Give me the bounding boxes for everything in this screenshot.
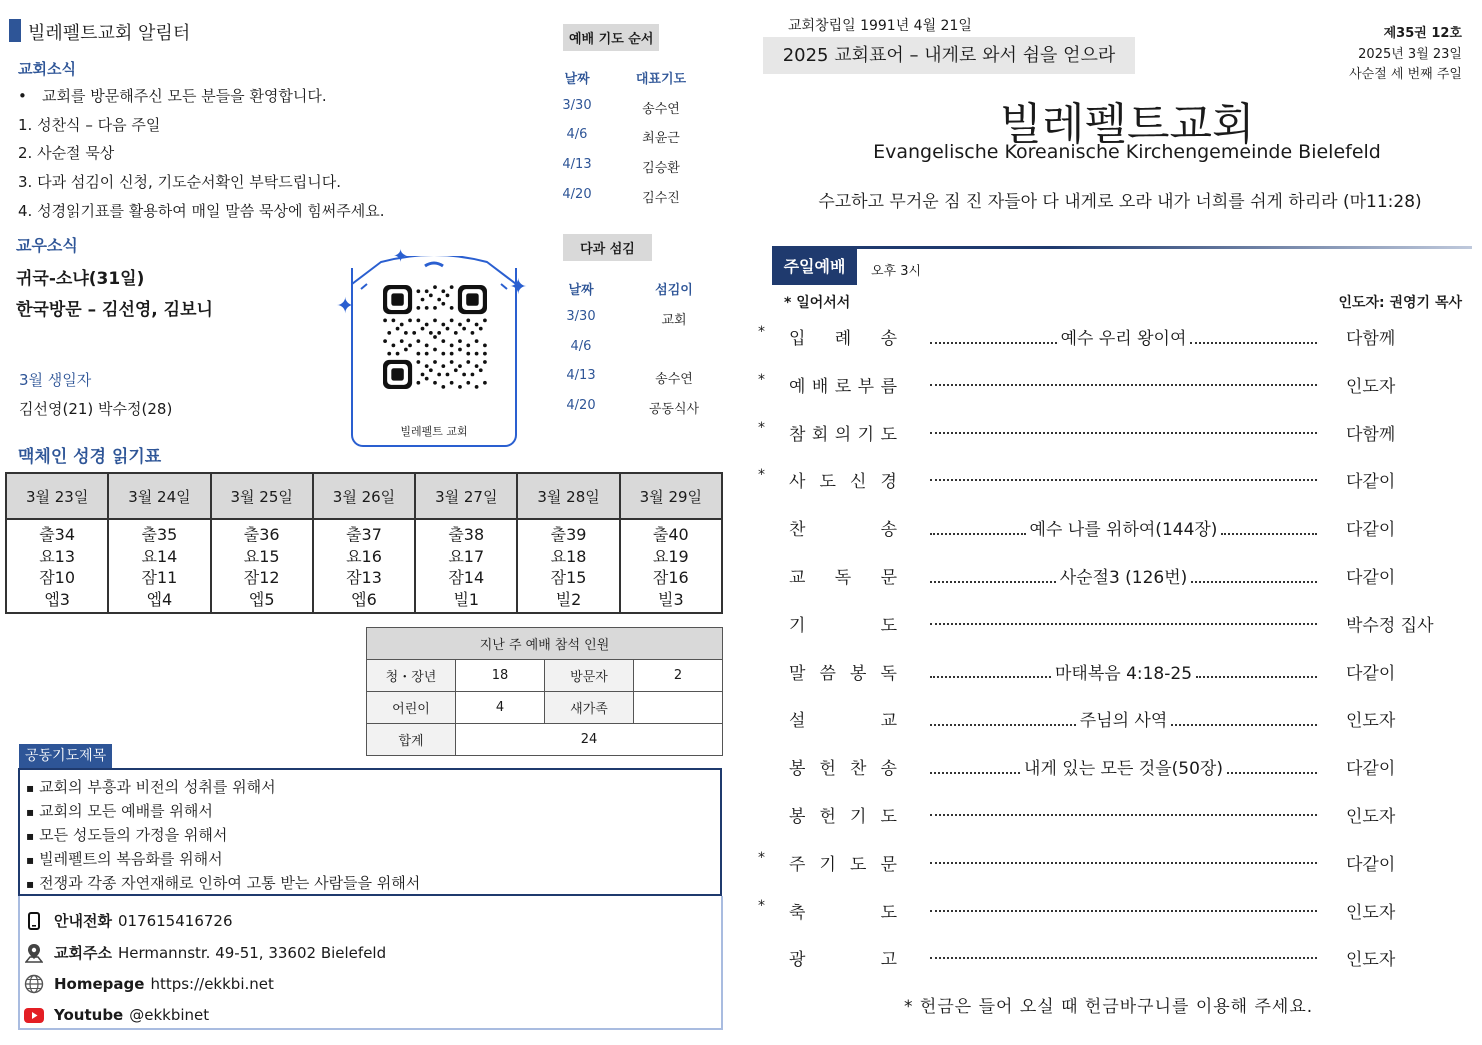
prayer-order-date: 4/20 bbox=[562, 187, 592, 202]
snack-col-name: 섬김이 bbox=[655, 283, 693, 298]
snack-name: 송수연 bbox=[655, 372, 693, 387]
worship-person: 다함께 bbox=[1346, 329, 1396, 349]
prayer-topic: ▪ 교회의 모든 예배를 위해서 bbox=[26, 800, 720, 824]
contact-value[interactable]: 017615416726 bbox=[117, 911, 233, 930]
worship-person: 다같이 bbox=[1346, 568, 1396, 588]
standing-marker: * bbox=[758, 897, 765, 914]
worship-content bbox=[926, 945, 1321, 959]
worship-content-text: 사순절3 (126번) bbox=[1059, 568, 1188, 588]
worship-item: 주 기 도 문 bbox=[789, 854, 897, 875]
worship-person: 인도자 bbox=[1346, 902, 1396, 923]
worship-item: 예 배 로 부 름 bbox=[789, 376, 897, 397]
snack-name: 공동식사 bbox=[648, 402, 700, 417]
contact-address bbox=[24, 942, 386, 963]
attendance-table bbox=[366, 627, 723, 756]
worship-content-text: 예수 우리 왕이여 bbox=[1060, 329, 1187, 349]
contact-homepage bbox=[24, 974, 274, 994]
location-pin-icon bbox=[24, 943, 44, 963]
welcome-text: 교회를 방문해주신 모든 분들을 환영합니다. bbox=[42, 87, 327, 105]
worship-person: 다같이 bbox=[1346, 759, 1396, 780]
homepage-link[interactable]: https://ekkbi.net bbox=[150, 975, 274, 993]
worship-person: 다같이 bbox=[1346, 663, 1396, 684]
church-motto: 2025 교회표어 – 내게로 와서 쉼을 얻으라 bbox=[763, 37, 1135, 74]
attendance-label: 새가족 bbox=[545, 692, 634, 724]
worship-item: 참 회 의 기 도 bbox=[789, 424, 897, 445]
worship-content bbox=[926, 324, 1321, 349]
contact-youtube bbox=[24, 1005, 209, 1025]
prayer-order-date: 3/30 bbox=[562, 98, 592, 113]
worship-row bbox=[758, 898, 1468, 928]
snack-date: 4/13 bbox=[566, 368, 596, 383]
sparkle-icon: ✦ bbox=[336, 294, 355, 319]
prayer-order-col-name: 대표기도 bbox=[635, 72, 687, 87]
reading-day: 3월 27일 bbox=[415, 473, 517, 519]
contact-value: Hermannstr. 49-51, 33602 Bielefeld bbox=[117, 943, 387, 962]
reading-heading: 맥체인 성경 읽기표 bbox=[18, 447, 162, 467]
youtube-icon bbox=[24, 1005, 44, 1025]
snack-tag: 다과 섬김 bbox=[563, 234, 652, 261]
reading-day: 3월 23일 bbox=[6, 473, 108, 519]
reading-day: 3월 26일 bbox=[313, 473, 415, 519]
phone-icon bbox=[24, 911, 44, 931]
reading-table bbox=[5, 472, 723, 614]
issue-date: 2025년 3월 23일 bbox=[1358, 47, 1462, 62]
reading-passages-row bbox=[6, 519, 722, 613]
church-news-heading: 교회소식 bbox=[18, 60, 76, 78]
worship-item: 설 교 bbox=[789, 711, 897, 732]
church-name-german: Evangelische Koreanische Kirchengemeinde Bielefeld bbox=[873, 141, 1381, 163]
worship-row bbox=[758, 515, 1468, 545]
contact-label: 안내전화 bbox=[54, 912, 112, 930]
prayer-order-tag: 예배 기도 순서 bbox=[563, 24, 659, 51]
attendance-title: 지난 주 예배 참석 인원 bbox=[367, 628, 723, 660]
worship-person: 다같이 bbox=[1346, 854, 1396, 875]
worship-person: 인도자 bbox=[1346, 711, 1396, 732]
prayer-topic: ▪ 빌레펠트의 복음화를 위해서 bbox=[26, 848, 720, 872]
prayer-topic: ▪ 교회의 부흥과 비전의 성취를 위해서 bbox=[26, 776, 720, 800]
attendance-label: 청・장년 bbox=[367, 660, 456, 692]
reading-cell: 출37 요16 잠13 엡6 bbox=[313, 519, 415, 613]
worship-item: 교 독 문 bbox=[789, 568, 897, 588]
worship-content-text: 예수 나를 위하여(144장) bbox=[1029, 520, 1218, 541]
bible-verse: 수고하고 무거운 짐 진 자들아 다 내게로 오라 내가 너희를 쉬게 하리라 (마11:28) bbox=[818, 192, 1422, 212]
prayer-topic: ▪ 전쟁과 각종 자연재해로 인하여 고통 받는 사람들을 위해서 bbox=[26, 872, 720, 896]
reading-cell: 출38 요17 잠14 빌1 bbox=[415, 519, 517, 613]
title-accent-bar bbox=[9, 19, 21, 42]
church-name: 빌레펠트교회 bbox=[999, 99, 1255, 150]
sparkle-icon: ✦ bbox=[393, 246, 409, 267]
stand-note: * 일어서서 bbox=[784, 295, 851, 311]
birthday-heading: 3월 생일자 bbox=[19, 371, 92, 389]
worship-person: 인도자 bbox=[1346, 376, 1396, 397]
issue-volume: 제35권 12호 bbox=[1383, 26, 1462, 41]
standing-marker: * bbox=[758, 419, 765, 436]
service-leader: 인도자: 권영기 목사 bbox=[1338, 295, 1462, 311]
worship-item: 말 씀 봉 독 bbox=[789, 663, 897, 684]
church-news-item: 4. 성경읽기표를 활용하여 매일 말씀 묵상에 힘써주세요. bbox=[18, 202, 385, 220]
reading-day: 3월 28일 bbox=[517, 473, 619, 519]
worship-content-text: 내게 있는 모든 것을(50장) bbox=[1024, 759, 1223, 780]
worship-item: 봉 헌 찬 송 bbox=[789, 759, 897, 780]
attendance-value: 2 bbox=[634, 660, 723, 692]
members-news-line: 한국방문 – 김선영, 김보니 bbox=[16, 300, 213, 320]
worship-person: 다같이 bbox=[1346, 520, 1396, 541]
snack-col-date: 날짜 bbox=[568, 283, 594, 298]
worship-row bbox=[758, 802, 1468, 832]
worship-row bbox=[758, 659, 1468, 689]
prayer-topic: ▪ 모든 성도들의 가정을 위해서 bbox=[26, 824, 720, 848]
worship-row bbox=[758, 372, 1468, 402]
worship-content bbox=[926, 659, 1321, 684]
attendance-label: 합계 bbox=[367, 724, 456, 756]
service-divider bbox=[772, 246, 1472, 249]
contact-label: Homepage bbox=[54, 975, 145, 993]
contact-label: 교회주소 bbox=[54, 944, 112, 962]
worship-row bbox=[758, 850, 1468, 880]
attendance-label: 방문자 bbox=[545, 660, 634, 692]
worship-person: 인도자 bbox=[1346, 807, 1396, 827]
prayer-order-col-date: 날짜 bbox=[564, 72, 590, 87]
youtube-handle[interactable]: @ekkbinet bbox=[129, 1006, 210, 1024]
worship-content bbox=[926, 563, 1321, 588]
members-news-heading: 교우소식 bbox=[16, 236, 78, 255]
reading-day: 3월 29일 bbox=[620, 473, 722, 519]
prayer-order-name: 송수연 bbox=[642, 102, 680, 117]
reading-day: 3월 24일 bbox=[108, 473, 210, 519]
worship-item: 사 도 신 경 bbox=[789, 472, 897, 493]
worship-content bbox=[926, 467, 1321, 481]
worship-content bbox=[926, 420, 1321, 434]
church-news-welcome bbox=[18, 85, 327, 106]
qr-label: 빌레펠트 교회 bbox=[400, 425, 468, 438]
contact-label: Youtube bbox=[54, 1006, 124, 1024]
founding-date: 교회창립일 1991년 4월 21일 bbox=[788, 18, 972, 34]
snack-date: 3/30 bbox=[566, 309, 596, 324]
worship-content-text: 마태복음 4:18-25 bbox=[1054, 663, 1193, 684]
church-news-item: 3. 다과 섬김이 신청, 기도순서확인 부탁드립니다. bbox=[18, 173, 341, 191]
worship-item: 기 도 bbox=[789, 615, 897, 636]
worship-row bbox=[758, 420, 1468, 450]
worship-content bbox=[926, 706, 1321, 731]
worship-item: 입 례 송 bbox=[789, 329, 897, 349]
prayer-order-name: 김수진 bbox=[642, 191, 680, 206]
prayer-order-name: 최윤근 bbox=[642, 131, 680, 146]
reading-day: 3월 25일 bbox=[211, 473, 313, 519]
reading-cell: 출35 요14 잠11 엡4 bbox=[108, 519, 210, 613]
birthday-names: 김선영(21) 박수정(28) bbox=[19, 400, 173, 418]
worship-row bbox=[758, 706, 1468, 736]
standing-marker: * bbox=[758, 371, 765, 388]
attendance-value bbox=[634, 692, 723, 724]
standing-marker: * bbox=[758, 849, 765, 866]
reading-cell: 출39 요18 잠15 빌2 bbox=[517, 519, 619, 613]
snack-name: 교회 bbox=[661, 313, 687, 328]
offering-note: * 헌금은 들어 오실 때 헌금바구니를 이용해 주세요. bbox=[904, 997, 1314, 1017]
attendance-value: 4 bbox=[456, 692, 545, 724]
prayer-order-name: 김승환 bbox=[642, 161, 680, 176]
worship-row bbox=[758, 754, 1468, 784]
snack-date: 4/6 bbox=[570, 339, 592, 354]
worship-row bbox=[758, 563, 1468, 593]
attendance-total: 24 bbox=[456, 724, 723, 756]
worship-item: 봉 헌 기 도 bbox=[789, 807, 897, 827]
worship-row bbox=[758, 467, 1468, 497]
service-time: 오후 3시 bbox=[871, 264, 922, 279]
liturgical-sunday: 사순절 세 번째 주일 bbox=[1349, 67, 1462, 82]
worship-content bbox=[926, 515, 1321, 540]
standing-marker: * bbox=[758, 467, 765, 484]
reading-cell: 출36 요15 잠12 엡5 bbox=[211, 519, 313, 613]
worship-person: 인도자 bbox=[1346, 950, 1396, 971]
worship-content bbox=[926, 611, 1321, 625]
bullet: • bbox=[18, 87, 27, 105]
worship-row bbox=[758, 324, 1468, 354]
standing-marker: * bbox=[758, 324, 765, 340]
worship-item: 광 고 bbox=[789, 950, 897, 971]
reading-header-row bbox=[6, 473, 722, 519]
worship-content bbox=[926, 802, 1321, 816]
notice-title: 빌레펠트교회 알림터 bbox=[28, 23, 191, 44]
church-news-item: 2. 사순절 묵상 bbox=[18, 144, 115, 162]
reading-cell: 출40 요19 잠16 빌3 bbox=[620, 519, 722, 613]
sparkle-icon: ✦ bbox=[509, 275, 528, 300]
worship-content bbox=[926, 850, 1321, 864]
attendance-label: 어린이 bbox=[367, 692, 456, 724]
reading-cell: 출34 요13 잠10 엡3 bbox=[6, 519, 108, 613]
snack-date: 4/20 bbox=[566, 398, 596, 413]
worship-item: 축 도 bbox=[789, 902, 897, 923]
worship-person: 박수정 집사 bbox=[1346, 615, 1434, 636]
worship-row bbox=[758, 945, 1468, 975]
church-news-item: 1. 성찬식 – 다음 주일 bbox=[18, 116, 161, 134]
worship-content bbox=[926, 372, 1321, 386]
attendance-value: 18 bbox=[456, 660, 545, 692]
prayer-topics-box bbox=[18, 768, 722, 896]
worship-content-text: 주님의 사역 bbox=[1079, 711, 1168, 732]
worship-content bbox=[926, 898, 1321, 912]
qr-code-icon[interactable] bbox=[383, 285, 487, 389]
worship-item: 찬 송 bbox=[789, 520, 897, 541]
service-tab: 주일예배 bbox=[772, 249, 857, 285]
members-news-line: 귀국-소냐(31일) bbox=[16, 269, 145, 289]
globe-icon bbox=[24, 974, 44, 994]
worship-person: 다같이 bbox=[1346, 472, 1396, 493]
prayer-order-date: 4/13 bbox=[562, 157, 592, 172]
worship-person: 다함께 bbox=[1346, 424, 1396, 445]
worship-row bbox=[758, 611, 1468, 641]
worship-content bbox=[926, 754, 1321, 779]
prayer-order-date: 4/6 bbox=[566, 127, 588, 142]
contact-phone bbox=[24, 910, 233, 931]
prayer-topics-tab: 공동기도제목 bbox=[19, 744, 112, 768]
